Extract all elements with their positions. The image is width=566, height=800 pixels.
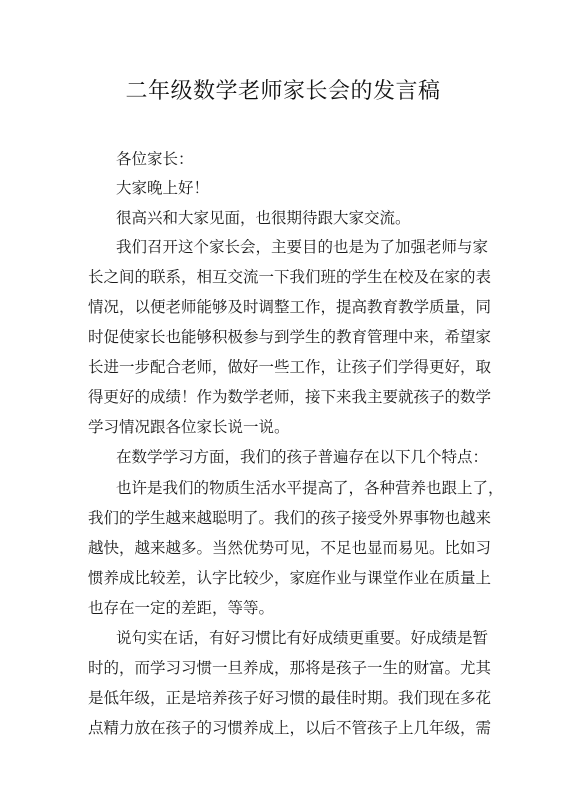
text-line: 各位家长： [116,150,194,168]
text-line: 我们召开这个家长会，主要目的也是为了加强老师与家 [116,238,489,256]
text-line: 长之间的联系，相互交流一下我们班的学生在校及在家的表 [88,268,492,286]
text-line: 惯养成比较差，认字比较少，家庭作业与课堂作业在质量上 [88,569,492,587]
text-line: 也存在一定的差距，等等。 [88,599,275,617]
text-line: 越快，越来越多。当然优势可见，不足也显而易见。比如习 [88,539,492,557]
text-line: 点精力放在孩子的习惯养成上，以后不管孩子上几年级，需 [88,719,492,737]
text-line: 情况，以便老师能够及时调整工作，提高教育教学质量，同 [88,298,492,316]
text-line: 也许是我们的物质生活水平提高了，各种营养也跟上了， [116,479,504,497]
text-line: 很高兴和大家见面，也很期待跟大家交流。 [116,209,411,227]
text-line: 学习情况跟各位家长说一说。 [88,418,290,436]
text-line: 我们的学生越来越聪明了。我们的孩子接受外界事物也越来 [88,509,492,527]
text-line: 在数学学习方面，我们的孩子普遍存在以下几个特点： [116,448,489,466]
text-line: 时的，而学习习惯一旦养成，那将是孩子一生的财富。尤其 [88,659,492,677]
text-line: 大家晚上好！ [116,179,210,197]
text-line: 说句实在话，有好习惯比有好成绩更重要。好成绩是暂 [116,629,489,647]
text-line: 是低年级，正是培养孩子好习惯的最佳时期。我们现在多花 [88,689,492,707]
text-line: 长进一步配合老师，做好一些工作，让孩子们学得更好，取 [88,358,492,376]
document-title: 二年级数学老师家长会的发言稿 [125,79,441,104]
text-line: 得更好的成绩！作为数学老师，接下来我主要就孩子的数学 [88,388,492,406]
text-line: 时促使家长也能够积极参与到学生的教育管理中来，希望家 [88,328,492,346]
